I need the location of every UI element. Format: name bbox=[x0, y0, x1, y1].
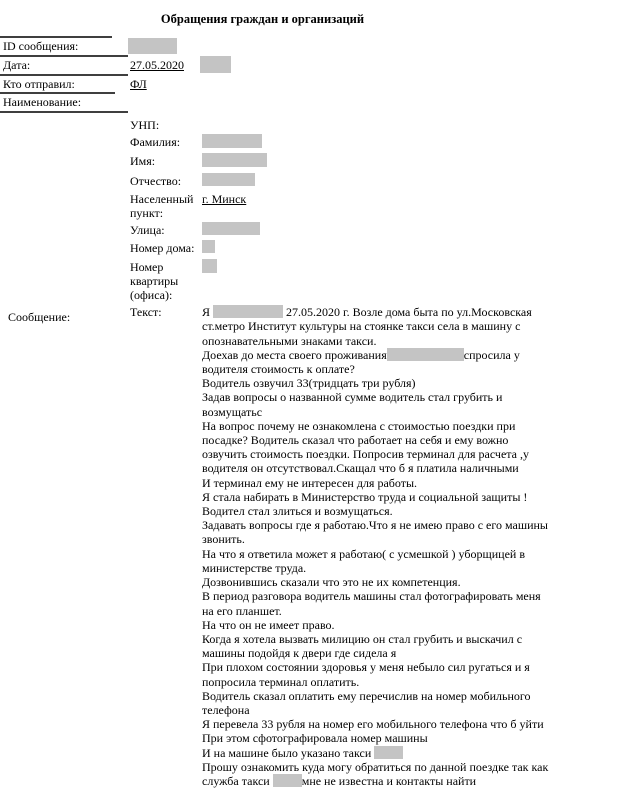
applicant-fields bbox=[130, 113, 630, 788]
firstname-label: Имя: bbox=[130, 154, 156, 169]
field-row-text bbox=[130, 305, 630, 788]
field-row-settlement bbox=[130, 192, 630, 220]
date-redaction bbox=[200, 56, 231, 73]
redaction-box bbox=[387, 348, 464, 361]
apartment-label: Номер квартиры (офиса): bbox=[130, 259, 179, 303]
redaction-box bbox=[213, 305, 283, 318]
field-row-firstname bbox=[130, 154, 630, 170]
date-label: Дата: bbox=[3, 58, 31, 72]
unp-label: УНП: bbox=[130, 118, 160, 132]
surname-redaction bbox=[202, 134, 262, 148]
org-name-label: Наименование: bbox=[3, 95, 82, 109]
settlement-label: Населенный пункт: bbox=[130, 191, 194, 221]
message-label: Сообщение: bbox=[8, 310, 71, 324]
house-label: Номер дома: bbox=[130, 241, 195, 256]
patronymic-label: Отчество: bbox=[130, 173, 182, 188]
id-message-redaction bbox=[128, 38, 177, 54]
text-label: Текст: bbox=[130, 305, 162, 320]
field-row-date bbox=[0, 57, 630, 74]
sender-value[interactable]: ФЛ bbox=[130, 77, 147, 91]
firstname-redaction bbox=[202, 153, 267, 167]
sender-label: Кто отправил: bbox=[3, 77, 75, 91]
field-row-patronymic bbox=[130, 174, 630, 189]
house-redaction bbox=[202, 240, 215, 253]
date-value[interactable]: 27.05.2020 bbox=[130, 58, 184, 72]
street-redaction bbox=[202, 222, 260, 235]
message-section bbox=[0, 113, 630, 788]
id-message-label: ID сообщения: bbox=[3, 39, 79, 53]
field-row-apartment bbox=[130, 260, 630, 303]
field-row-sender bbox=[0, 76, 630, 92]
field-row-street bbox=[130, 223, 630, 238]
surname-label: Фамилия: bbox=[130, 135, 181, 150]
field-row-surname bbox=[130, 135, 630, 151]
field-row-unp bbox=[130, 118, 630, 132]
settlement-value[interactable]: г. Минск bbox=[202, 191, 247, 206]
field-row-id-message bbox=[0, 38, 630, 55]
header-fields bbox=[0, 36, 630, 113]
field-row-org-name bbox=[0, 94, 630, 111]
apartment-redaction bbox=[202, 259, 217, 273]
redaction-box bbox=[273, 774, 302, 787]
page-title: Обращения граждан и организаций bbox=[160, 12, 365, 26]
field-row-house bbox=[130, 241, 630, 256]
patronymic-redaction bbox=[202, 173, 255, 186]
message-text: Я 27.05.2020 г. Возле дома быта по ул.Московская ст.метро Институт культуры на стоянке такси села в машину с опознавательными знаками такси. Доехав до места своего проживания спросила у водителя стоимость к оплате? Водитель озвучил 33(тридцать три рубля) Задав вопросы о названной сумме водитель стал грубить и возмущатьс На вопрос почему не ознакомлена с стоимостью поездки при посадке? Водитель сказал что работает на себя и ему вожно озвучить стоимость поездки. Попросив терминал для расчета ,у водителя он отсутствовал.Скащал что б я платила наличными И терминал ему не интересен для работы. Я стала набирать в Министерство труда и социальной защиты ! Водител стал злиться и возмущаться. Задавать вопросы где я работаю.Что я не имею право с его машины звонить. На что я ответила может я работаю( с усмешкой ) уборщицей в министерстве труда. Дозвонившись сказали что это не их компетенция. В период разговора водитель машины стал фотографировать меня на его планшет. На что он не имеет право. Когда я хотела вызвать милицию он стал грубить и выскачил с машины подойдя к двери где сидела я При плохом состоянии здоровья у меня небыло сил ругаться и я попросила терминал оплатить. Водитель сказал оплатить ему перечислив на номер мобильного телефона Я перевела 33 рубля на номер его мобильного телефона что б уйти При этом сфотографировала номер машины И на машине было указано такси Прошу ознакомить куда могу обратиться по данной поездке так как служба такси мне не известна и контакты найти bbox=[202, 305, 549, 788]
street-label: Улица: bbox=[130, 223, 165, 238]
redaction-box bbox=[374, 746, 403, 759]
